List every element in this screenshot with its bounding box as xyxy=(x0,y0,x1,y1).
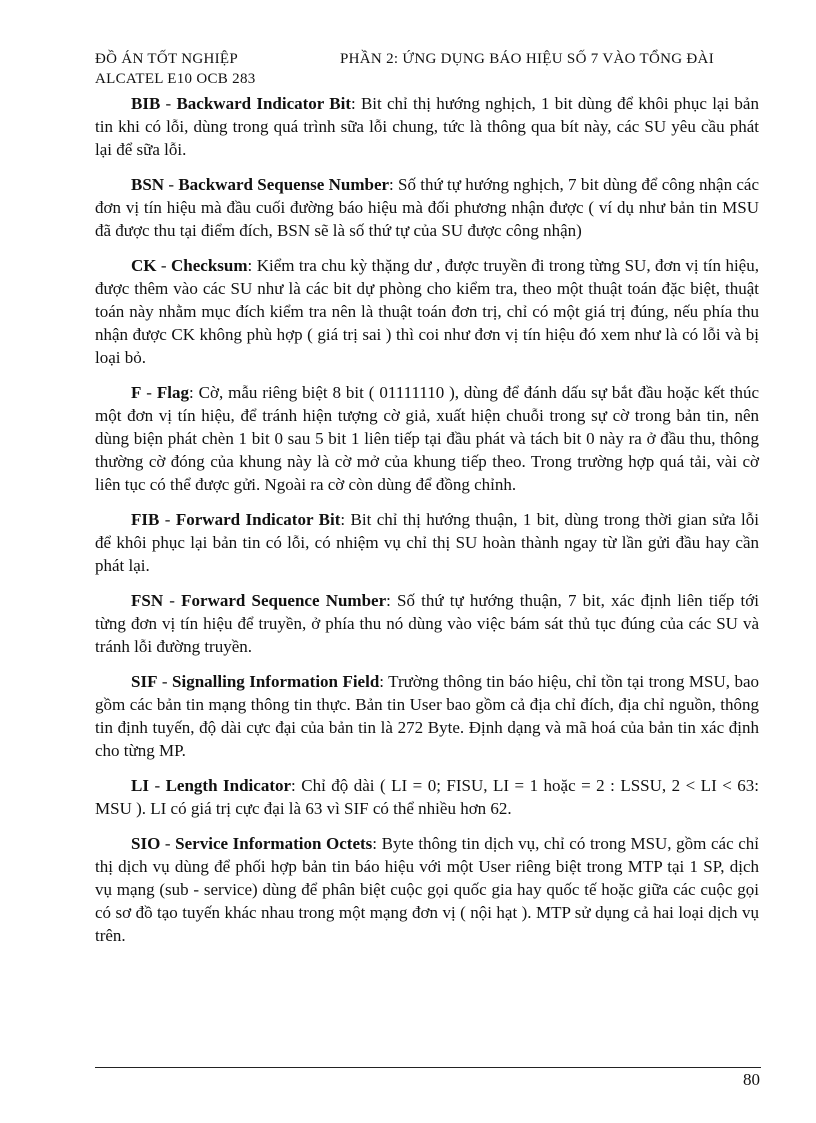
paragraph-flag xyxy=(95,381,759,496)
term-description: : Số thứ tự hướng nghịch, 7 bit dùng để công nhận các đơn vị tín hiệu mà đầu cuối đường báo hiệu mà đối phương nhận được ( ví dụ như bản tin MSU đã được thu tại điểm đích, BSN sẽ là số thứ tự của SU được công nhận) xyxy=(95,175,759,240)
term-separator: - xyxy=(157,672,173,691)
term-name: Length Indicator xyxy=(165,776,292,795)
term-description: : Bit chỉ thị hướng thuận, 1 bit, dùng trong thời gian sửa lỗi để khôi phục lại bản tin có lỗi, có nhiệm vụ chỉ thị SU hoàn thành ngay từ lần gửi đầu hay cần phát lại. xyxy=(95,510,759,575)
term-abbr: FSN xyxy=(131,591,164,610)
term-name: Backward Indicator Bit xyxy=(176,94,351,113)
term-description: : Kiểm tra chu kỳ thặng dư , được truyền đi trong từng SU, đơn vị tín hiệu, được thêm vào các SU như là các bit dự phòng cho kiểm tra, theo một thuật toán đặc biệt, thuật toán này nhằm mục đích kiểm tra nên là thuật toán đơn trị, chỉ có một giá trị đúng, nếu phía thu nhận được CK không phù hợp ( giá trị sai ) thì coi như đơn vị tín hiệu đó xem như là có lỗi và bị loại bỏ. xyxy=(95,256,759,367)
term-description: : Bit chỉ thị hướng nghịch, 1 bit dùng để khôi phục lại bản tin khi có lỗi, dùng trong quá trình sữa lỗi chung, tức là thông qua bít này, các SU yêu cầu phát lại để sữa lỗi. xyxy=(95,94,759,159)
term-name: Forward Indicator Bit xyxy=(175,510,341,529)
footer-divider xyxy=(95,1067,761,1068)
term-description: : Trường thông tin báo hiệu, chỉ tồn tại trong MSU, bao gồm các bản tin mạng thông tin thực. Bản tin User bao gồm cả địa chỉ đích, địa chỉ nguồn, thông tin định tuyến, độ dài cực đại của bản tin là 272 Byte. Định dạng và mã hoá của bản tin xác định cho từng MP. xyxy=(95,672,760,760)
header-section-title: PHẦN 2: ỨNG DỤNG BÁO HIỆU SỐ 7 VÀO TỔNG ĐÀI xyxy=(340,51,714,67)
term-name: Signalling Information Field xyxy=(172,672,380,691)
page-number: 80 xyxy=(743,1070,760,1089)
term-abbr: F xyxy=(131,383,142,402)
term-separator: - xyxy=(159,510,176,529)
term-abbr: FIB xyxy=(131,510,160,529)
term-abbr: CK xyxy=(131,256,157,275)
term-separator: - xyxy=(160,94,177,113)
paragraph-fib xyxy=(95,508,759,577)
paragraph-bib xyxy=(95,92,759,161)
term-abbr: BIB xyxy=(131,94,161,113)
paragraph-fsn xyxy=(95,589,759,658)
paragraph-sif xyxy=(95,670,759,762)
term-separator: - xyxy=(156,256,172,275)
term-separator: - xyxy=(148,776,166,795)
term-description: : Cờ, mẫu riêng biệt 8 bit ( 01111110 ), dùng để đánh dấu sự bắt đầu hoặc kết thúc một đơn vị tín hiệu, để tránh hiện tượng cờ giả, xuất hiện chuỗi trong sự cờ trong bản tin, nên dùng biện phát chèn 1 bit 0 sau 5 bit 1 liên tiếp tại đầu phát và tách bit 0 này ra ở đầu thu, thông thường cờ đóng của khung này là cờ mở của khung tiếp theo. Trong trường hợp quá tải, vài cờ liên tục có thể được gửi. Ngoài ra cờ còn dùng để đồng chỉnh. xyxy=(95,383,759,494)
header-project-title: ĐỒ ÁN TỐT NGHIỆP xyxy=(95,51,238,67)
term-name: Flag xyxy=(156,383,189,402)
term-description: : Số thứ tự hướng thuận, 7 bit, xác định liên tiếp tới từng đơn vị tín hiệu để truyền, ở phía thu nó dùng vào việc bám sát thủ tục đúng của các SU và tránh lỗi đường truyền. xyxy=(95,591,759,656)
term-separator: - xyxy=(163,591,182,610)
paragraph-ck xyxy=(95,254,759,369)
paragraph-sio xyxy=(95,832,759,947)
paragraph-li xyxy=(95,774,759,820)
term-abbr: SIF xyxy=(131,672,158,691)
term-name: Backward Sequense Number xyxy=(178,175,390,194)
term-name: Checksum xyxy=(171,256,248,275)
term-description: : Chỉ độ dài ( LI = 0; FISU, LI = 1 hoặc = 2 : LSSU, 2 < LI < 63: MSU ). LI có giá trị cực đại là 63 vì SIF có thể nhiều hơn 62. xyxy=(95,776,759,818)
term-description: : Byte thông tin dịch vụ, chỉ có trong MSU, gồm các chỉ thị dịch vụ dùng để phối hợp bản tin báo hiệu với một User riêng biệt trong MTP tại 1 SP, dịch vụ mạng (sub - service) dùng để phân biệt cuộc gọi quốc gia hay quốc tế hoặc giữa các cuộc gọi có sơ đồ tạo tuyến khác nhau trong một mạng đơn vị ( nội hạt ). MTP sử dụng cả hai loại dịch vụ trên. xyxy=(95,834,759,945)
term-separator: - xyxy=(141,383,157,402)
header-left xyxy=(95,49,325,89)
paragraph-bsn xyxy=(95,173,759,242)
term-name: Service Information Octets xyxy=(175,834,373,853)
term-name: Forward Sequence Number xyxy=(181,591,387,610)
term-abbr: SIO xyxy=(131,834,161,853)
term-separator: - xyxy=(164,175,179,194)
term-separator: - xyxy=(160,834,176,853)
term-abbr: BSN xyxy=(131,175,165,194)
header-system-name: ALCATEL E10 OCB 283 xyxy=(95,71,256,87)
term-abbr: LI xyxy=(131,776,149,795)
document-body xyxy=(95,92,759,959)
